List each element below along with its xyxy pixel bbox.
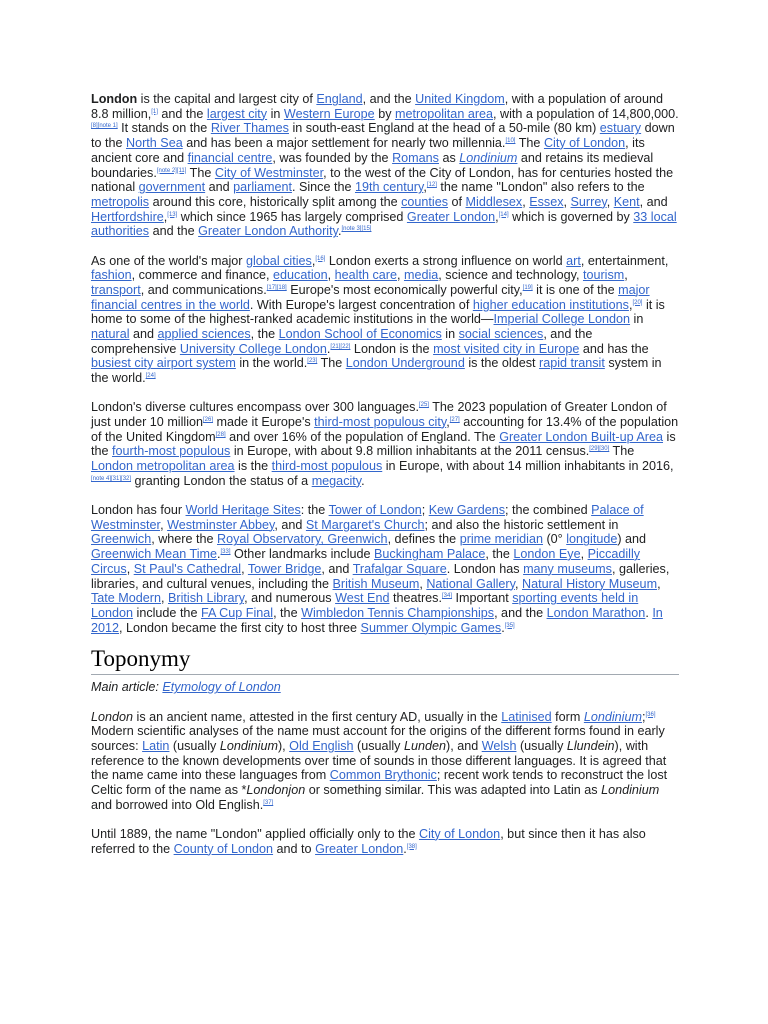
citation[interactable]: [28]	[215, 431, 226, 438]
link-city-of-london[interactable]: City of London	[418, 827, 501, 842]
link-surrey[interactable]: Surrey	[570, 194, 607, 209]
link-world-heritage-sites[interactable]: World Heritage Sites	[185, 503, 301, 518]
link-romans[interactable]: Romans	[392, 150, 439, 165]
link-etymology-of-london[interactable]: Etymology of London	[162, 680, 281, 695]
link-fourth-most-populous[interactable]: fourth-most populous	[112, 444, 231, 459]
link-kent[interactable]: Kent	[613, 194, 640, 209]
citation[interactable]: [16]	[315, 255, 326, 262]
link-london-metropolitan-area[interactable]: London metropolitan area	[91, 459, 235, 474]
link-summer-olympic-games[interactable]: Summer Olympic Games	[360, 620, 502, 635]
link-palace-of-westminster[interactable]: Palace of Westminster	[91, 503, 644, 532]
section-heading-toponymy: Toponymy	[91, 646, 679, 675]
link-greater-london-authority[interactable]: Greater London Authority	[198, 224, 338, 239]
citation[interactable]: [12]	[426, 182, 437, 189]
link-sporting-events[interactable]: sporting events held in London	[91, 591, 639, 620]
toponymy-paragraph-2: Until 1889, the name "London" applied officially only to the City of London, but since then it has also referred to the County of London and to Greater London.[38]	[91, 827, 646, 856]
link-piccadilly-circus[interactable]: Piccadilly Circus	[91, 547, 641, 576]
link-33-local-authorities[interactable]: 33 local authorities	[91, 209, 677, 239]
citation[interactable]: [35]	[504, 622, 515, 629]
link-fa-cup-final[interactable]: FA Cup Final	[200, 606, 274, 620]
link-tower-of-london[interactable]: Tower of London	[328, 503, 422, 518]
link-parliament[interactable]: parliament	[233, 180, 292, 195]
link-trafalgar-square[interactable]: Trafalgar Square	[352, 561, 447, 576]
link-applied-sciences[interactable]: applied sciences	[157, 327, 251, 342]
link-buckingham-palace[interactable]: Buckingham Palace	[374, 547, 486, 562]
link-government[interactable]: government	[138, 180, 206, 195]
link-transport[interactable]: transport	[91, 282, 141, 297]
citation[interactable]: [note 3][15]	[341, 226, 372, 233]
citation[interactable]: [1]	[151, 108, 158, 115]
link-londinium[interactable]: Londinium	[459, 150, 518, 165]
link-health-care[interactable]: health care	[334, 268, 397, 283]
link-counties[interactable]: counties	[401, 194, 449, 209]
link-london-marathon[interactable]: London Marathon	[546, 606, 646, 620]
link-natural-history-museum[interactable]: Natural History Museum	[521, 576, 658, 591]
citation[interactable]: [20]	[632, 299, 643, 306]
link-welsh[interactable]: Welsh	[481, 739, 517, 754]
link-st-margarets-church[interactable]: St Margaret's Church	[305, 517, 425, 532]
citation[interactable]: [note 4][31][32]	[91, 475, 132, 482]
citation[interactable]: [25]	[418, 402, 429, 409]
citation[interactable]: [38]	[406, 843, 417, 850]
link-rapid-transit[interactable]: rapid transit	[539, 356, 605, 371]
citation[interactable]: [10]	[505, 138, 516, 145]
link-london-underground[interactable]: London Underground	[345, 356, 465, 371]
link-higher-education-institutions[interactable]: higher education institutions	[472, 297, 629, 312]
citation[interactable]: [34]	[441, 593, 452, 600]
citation[interactable]: [33]	[220, 549, 231, 556]
citation[interactable]: [27]	[449, 417, 460, 424]
link-financial-centre[interactable]: financial centre	[187, 150, 273, 165]
link-busiest-city-airport-system[interactable]: busiest city airport system	[91, 356, 236, 371]
link-most-visited-city[interactable]: most visited city in Europe	[433, 341, 580, 356]
link-metropolitan-area[interactable]: metropolitan area	[395, 106, 494, 121]
lead-paragraph-3: London's diverse cultures encompass over 300 languages.[25] The 2023 population of Greater London of just under 10 million[26] made it Europe's third-most populous city,[27] accounting for 13.4% of the population of the United Kingdom[28] and over 16% of the population of England. The Greater London Built-up Area is the fourth-most populous in Europe, with about 9.8 million inhabitants at the 2011 census.[29][30] The London metropolitan area is the third-most populous in Europe, with about 14 million inhabitants in 2016,[note 4][31][32] granting London the status of a megacity.	[91, 400, 679, 488]
citation[interactable]: [8][note 1]	[91, 123, 118, 130]
article-body	[91, 92, 679, 856]
link-united-kingdom[interactable]: United Kingdom	[415, 92, 505, 106]
link-england[interactable]: England	[316, 92, 363, 106]
link-major-financial-centres[interactable]: major financial centres in the world	[91, 282, 650, 312]
citation[interactable]: [19]	[522, 284, 533, 291]
link-british-library[interactable]: British Library	[168, 591, 245, 606]
link-western-europe[interactable]: Western Europe	[283, 106, 375, 121]
link-many-museums[interactable]: many museums	[523, 561, 612, 576]
link-greater-london[interactable]: Greater London	[315, 841, 404, 856]
link-middlesex[interactable]: Middlesex	[465, 194, 523, 209]
link-greater-london[interactable]: Greater London	[406, 209, 496, 224]
link-kew-gardens[interactable]: Kew Gardens	[428, 503, 506, 518]
citation[interactable]: [13]	[167, 211, 178, 218]
lead-paragraph-2: As one of the world's major global cities,[16] London exerts a strong influence on world art, entertainment, fashion, commerce and finance, education, health care, media, science and technology, tourism, transport, and communications.[17][18] Europe's most economically powerful city,[19] it is one of the major financial centres in the world. With Europe's largest concentration of higher education institutions,[20] it is home to some of the highest-ranked academic institutions in the world—Imperial College London in natural and applied sciences, the London School of Economics in social sciences, and the comprehensive University College London.[21][22] London is the most visited city in Europe and has the busiest city airport system in the world.[23] The London Underground is the oldest rapid transit system in the world.[24]	[91, 253, 669, 386]
link-media[interactable]: media	[403, 268, 439, 283]
link-west-end[interactable]: West End	[335, 591, 390, 606]
citation[interactable]: [37]	[263, 799, 274, 806]
link-19th-century[interactable]: 19th century	[354, 180, 424, 195]
link-greater-london-built-up-area[interactable]: Greater London Built-up Area	[499, 429, 664, 444]
link-social-sciences[interactable]: social sciences	[458, 327, 544, 342]
link-natural[interactable]: natural	[91, 327, 130, 342]
link-county-of-london[interactable]: County of London	[173, 841, 274, 856]
lead-paragraph-1: London is the capital and largest city of England, and the United Kingdom, with a population of around 8.8 million,[1] and the largest city in Western Europe by metropolitan area, with a population of 14,800,000.[8][note 1] It stands on the River Thames in south-east England at the head of a 50-mile (80 km) estuary down to the North Sea and has been a major settlement for nearly two millennia.[10] The City of London, its ancient core and financial centre, was founded by the Romans as Londinium and retains its medieval boundaries.[note 2][11] The City of Westminster, to the west of the City of London, has for centuries hosted the national government and parliament. Since the 19th century,[12] the name "London" also refers to the metropolis around this core, historically split among the counties of Middlesex, Essex, Surrey, Kent, and Hertfordshire,[13] which since 1965 has largely comprised Greater London,[14] which is governed by 33 local authorities and the Greater London Authority.[note 3][15]	[91, 92, 679, 239]
link-river-thames[interactable]: River Thames	[210, 121, 289, 136]
link-art[interactable]: art	[566, 253, 581, 268]
article-subject: London	[91, 92, 138, 106]
link-university-college-london[interactable]: University College London	[179, 341, 327, 356]
citation[interactable]: [17][18]	[266, 284, 287, 291]
link-north-sea[interactable]: North Sea	[126, 136, 183, 151]
citation[interactable]: [21][22]	[330, 343, 351, 350]
link-education[interactable]: education	[273, 268, 328, 283]
link-common-brythonic[interactable]: Common Brythonic	[329, 768, 437, 783]
link-latinised[interactable]: Latinised	[501, 709, 552, 724]
link-largest-city[interactable]: largest city	[206, 106, 268, 121]
link-city-of-london[interactable]: City of London	[543, 136, 626, 151]
link-tower-bridge[interactable]: Tower Bridge	[247, 561, 322, 576]
link-westminster-abbey[interactable]: Westminster Abbey	[167, 517, 275, 532]
link-metropolis[interactable]: metropolis	[91, 194, 150, 209]
link-in-2012[interactable]: In 2012	[91, 606, 663, 635]
link-megacity[interactable]: megacity	[311, 473, 362, 488]
link-city-of-westminster[interactable]: City of Westminster	[214, 165, 324, 180]
link-british-museum[interactable]: British Museum	[332, 576, 420, 591]
link-third-most-populous-city[interactable]: third-most populous city	[314, 415, 447, 430]
link-longitude[interactable]: longitude	[566, 532, 618, 547]
link-third-most-populous[interactable]: third-most populous	[271, 459, 383, 474]
link-london-school-of-economics[interactable]: London School of Economics	[278, 327, 442, 342]
link-hertfordshire[interactable]: Hertfordshire	[91, 209, 164, 224]
link-londinium[interactable]: Londinium	[583, 709, 642, 724]
link-st-pauls-cathedral[interactable]: St Paul's Cathedral	[133, 561, 242, 576]
link-national-gallery[interactable]: National Gallery	[426, 576, 515, 591]
link-tourism[interactable]: tourism	[582, 268, 625, 283]
citation[interactable]: [29][30]	[589, 446, 610, 453]
link-latin[interactable]: Latin	[142, 739, 170, 754]
main-article-hatnote: Main article: Etymology of London	[91, 680, 281, 695]
link-old-english[interactable]: Old English	[289, 739, 354, 754]
link-london-eye[interactable]: London Eye	[513, 547, 581, 562]
citation[interactable]: [note 2][11]	[156, 167, 187, 174]
citation[interactable]: [36]	[645, 711, 656, 718]
link-wimbledon[interactable]: Wimbledon Tennis Championships	[301, 606, 495, 620]
toponymy-paragraph-1: London is an ancient name, attested in the first century AD, usually in the Latinised form Londinium;[36] Modern scientific analyses of the name must account for the origins of the different forms found in early sources: Latin (usually Londinium), Old English (usually Lunden), and Welsh (usually Llundein), with reference to the known developments over time of sounds in those different languages. It is agreed that the name came into these languages from Common Brythonic; recent work tends to reconstruct the lost Celtic form of the name as *Londonjon or something similar. This was adapted into Latin as Londinium and borrowed into Old English.[37]	[91, 709, 668, 812]
link-essex[interactable]: Essex	[529, 194, 564, 209]
link-royal-observatory-greenwich[interactable]: Royal Observatory, Greenwich	[217, 532, 388, 547]
citation[interactable]: [26]	[203, 417, 214, 424]
citation[interactable]: [23]	[307, 358, 318, 365]
link-greenwich-mean-time[interactable]: Greenwich Mean Time	[91, 547, 217, 562]
link-tate-modern[interactable]: Tate Modern	[91, 591, 162, 606]
link-estuary[interactable]: estuary	[599, 121, 642, 136]
lead-paragraph-4: London has four World Heritage Sites: the Tower of London; Kew Gardens; the combined Palace of Westminster, Westminster Abbey, and St Margaret's Church; and also the historic settlement in Greenwich, where the Royal Observatory, Greenwich, defines the prime meridian (0° longitude) and Greenwich Mean Time.[33] Other landmarks include Buckingham Palace, the London Eye, Piccadilly Circus, St Paul's Cathedral, Tower Bridge, and Trafalgar Square. London has many museums, galleries, libraries, and cultural venues, including the British Museum, National Gallery, Natural History Museum, Tate Modern, British Library, and numerous West End theatres.[34] Important sporting events held in London include the FA Cup Final, the Wimbledon Tennis Championships, and the London Marathon. In 2012, London became the first city to host three Summer Olympic Games.[35]	[91, 503, 670, 635]
link-prime-meridian[interactable]: prime meridian	[459, 532, 543, 547]
link-fashion[interactable]: fashion	[91, 268, 132, 283]
citation[interactable]: [24]	[145, 373, 156, 380]
link-imperial-college-london[interactable]: Imperial College London	[493, 312, 631, 327]
citation[interactable]: [14]	[498, 211, 509, 218]
link-global-cities[interactable]: global cities	[246, 253, 312, 268]
link-greenwich[interactable]: Greenwich	[91, 532, 152, 547]
